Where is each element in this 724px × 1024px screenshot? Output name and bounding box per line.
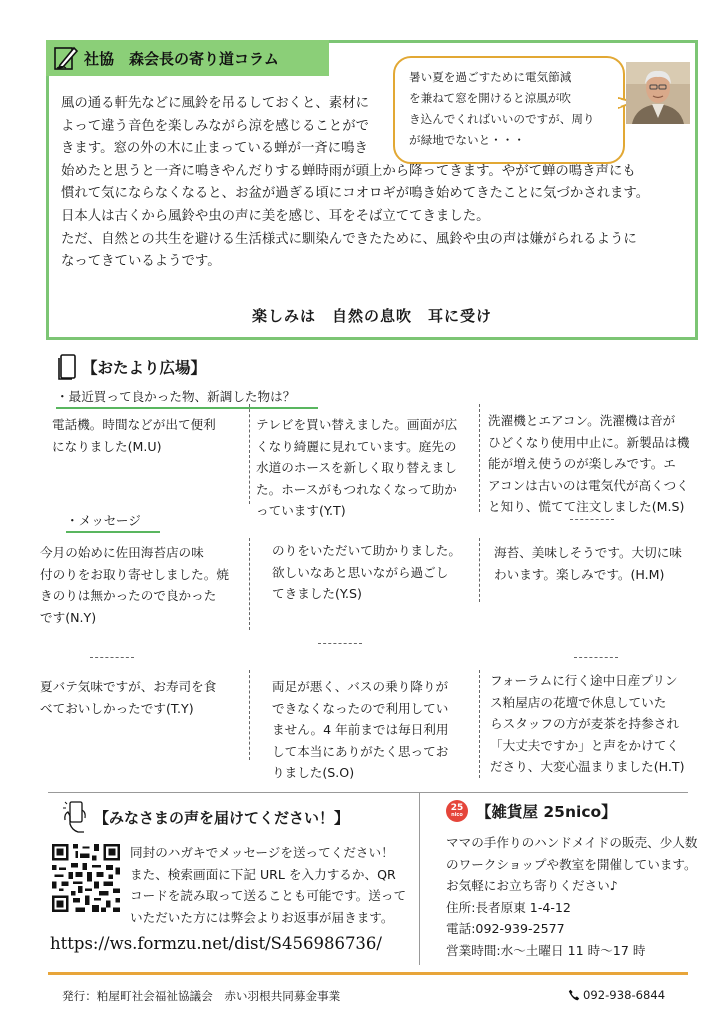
shop-logo-number: 25 [450, 803, 464, 813]
letter-item [272, 676, 478, 784]
letter-line: 付のりをお取り寄せしました。焼 [40, 566, 229, 582]
letter-line: 海苔、美味しそうです。大切に味 [494, 545, 682, 560]
column-divider [249, 670, 250, 760]
letter-item [52, 414, 248, 457]
letter-item [40, 676, 246, 719]
letter-item [494, 542, 714, 585]
letter-line: てきました(Y.S) [272, 586, 362, 602]
topic-recent-purchase: ・最近買って良かった物、新調した物は？ [56, 386, 318, 409]
voice-line: いただいた方には弊会よりお返事が届きます。 [130, 909, 394, 925]
letter-line: ださり、大変心温まりました(H.T) [490, 759, 685, 775]
letter-line: りました(S.O) [272, 765, 355, 781]
letter-line: です(N.Y) [40, 609, 97, 625]
smartphone-icon [58, 354, 76, 380]
footer-contact [568, 988, 665, 1002]
voice-instructions [130, 842, 412, 928]
speech-bubble [393, 56, 625, 164]
letter-line: できなくなったので利用してい [272, 700, 449, 716]
letter-line: テレビを買い替えました。画面が広 [256, 417, 458, 432]
shop-logo [446, 800, 468, 822]
letter-line: っています(Y.T) [256, 503, 346, 519]
letter-line: 今月の始めに佐田海苔店の味 [40, 545, 204, 560]
section-divider [48, 792, 688, 793]
column-line: 慣れて気にならなくなると、お盆が過ぎる頃にコオロギが鳴き始めてきたことに気づかされます。 [61, 186, 650, 202]
column-divider [479, 404, 480, 512]
column-divider [479, 538, 480, 602]
letter-line: 洗濯機とエアコン。洗濯機は音が [488, 413, 676, 428]
shop-logo-text: nico [451, 812, 463, 818]
voice-heading [62, 800, 349, 834]
hand-holding-phone-icon [62, 800, 88, 834]
letter-item [490, 670, 716, 778]
letter-line: 夏バテ気味ですが、お寿司を食 [40, 679, 217, 694]
topic-message: ・メッセージ [66, 510, 160, 533]
form-url-link[interactable]: https://ws.formzu.net/dist/S456986736/ [50, 934, 382, 953]
letter-line: きのりは無かったので良かった [40, 588, 217, 604]
bubble-line: を兼ねて窓を開けると涼風が吹 [409, 91, 572, 105]
footer-phone-number: 092-938-6844 [583, 988, 666, 1002]
item-separator [574, 657, 618, 658]
shop-heading [446, 800, 617, 822]
voice-line: また、検索画面に下記 URL を入力するか、QR [130, 866, 396, 882]
shop-title: 【雑貨屋 25nico】 [476, 803, 617, 821]
shop-line: ママの手作りのハンドメイドの販売、少人数 [446, 835, 698, 850]
item-separator [90, 657, 134, 658]
qr-code[interactable] [52, 844, 120, 912]
bubble-line: き込んでくればいいのですが、周り [409, 112, 595, 126]
footer-rule [48, 972, 688, 975]
letter-line: くなり綺麗に見れています。庭先の [256, 438, 457, 454]
item-separator [318, 643, 362, 644]
letter-line: べておいしかったです(T.Y) [40, 700, 194, 716]
column-line: きます。窓の外の木に止まっている蝉が一斉に鳴き [61, 141, 368, 157]
pen-writing-icon [54, 45, 78, 71]
section-vertical-divider [419, 793, 420, 965]
column-line: 日本人は古くから風鈴や虫の声に美を感じ、耳をそば立ててきました。 [61, 208, 490, 224]
shop-phone: 電話:092-939-2577 [446, 921, 565, 937]
letter-item [272, 540, 472, 605]
letter-line: らスタッフの方が麦茶を持参され [490, 716, 679, 732]
shop-line: のワークショップや教室を開催しています。 [446, 856, 697, 872]
column-line: なってきているようです。 [61, 254, 221, 270]
letter-line: 「大丈夫ですか」と声をかけてく [490, 737, 679, 753]
letter-line: 両足が悪く、バスの乗り降りが [272, 679, 449, 694]
letter-line: のりをいただいて助かりました。 [272, 543, 461, 558]
letter-line: 能が増え使うのが楽しみです。エ [488, 456, 676, 472]
letter-line: 欲しいなあと思いながら過ごし [272, 564, 449, 580]
column-line: ただ、自然との共生を避ける生活様式に馴染んできたために、風鈴や虫の声は嫌がられるように [61, 231, 637, 247]
shop-line: お気軽にお立ち寄りください♪ [446, 878, 618, 894]
column-line: よって違う音色を楽しみながら涼を感じることがで [61, 118, 369, 134]
bubble-line: が緑地でないと・・・ [409, 133, 525, 147]
column-divider [479, 670, 480, 778]
letter-line: フォーラムに行く途中日産プリン [490, 673, 678, 688]
column-line: 風の通る軒先などに風鈴を吊るしておくと、素材に [61, 96, 369, 111]
chairman-portrait [626, 62, 690, 124]
letter-item [488, 410, 716, 518]
bubble-line: 暑い夏を過ごすために電気節減 [409, 70, 572, 84]
shop-address: 住所:長者原東 1-4-12 [446, 899, 571, 915]
letter-item [40, 542, 246, 628]
letter-line: 水道のホースを新しく取り替えまし [256, 460, 457, 476]
item-separator [570, 519, 614, 520]
column-title: 社協 森会長の寄り道コラム [84, 49, 279, 68]
letter-line: ひどくなり使用中止に。新製品は機 [488, 434, 690, 450]
letter-line: ません。4 年前までは毎日利用 [272, 722, 449, 738]
column-line: 始めたと思うと一斉に鳴きやんだりする蝉時雨が頭上から降ってきます。やがて蝉の鳴き声にも [61, 163, 636, 179]
footer-publisher: 発行：粕屋町社会福祉協議会 赤い羽根共同募金事業 [62, 989, 341, 1003]
letter-line: ス粕屋店の花壇で休息していた [490, 694, 667, 710]
letter-line: た。ホースがもつれなくなって助か [256, 481, 457, 497]
voice-title: 【みなさまの声を届けてください！】 [94, 808, 350, 827]
column-motto: 楽しみは 自然の息吹 耳に受け [251, 307, 492, 325]
voice-line: コードを読み取って送ることも可能です。送って [130, 888, 407, 904]
letter-line: して本当にありがたく思ってお [272, 743, 449, 759]
phone-icon [568, 989, 580, 1001]
letter-line: 電話機。時間などが出て便利 [52, 417, 216, 432]
letter-line: アコンは古いのは電気代が高くつく [488, 477, 689, 493]
shop-info [446, 832, 716, 962]
column-divider [249, 404, 250, 504]
letter-line: わいます。楽しみです。(H.M) [494, 566, 665, 582]
letter-line: になりました(M.U) [52, 438, 162, 454]
shop-hours: 営業時間:水～土曜日 11 時～17 時 [446, 942, 646, 958]
letter-line: と知り、慌てて注文しました(M.S) [488, 499, 685, 515]
voice-line: 同封のハガキでメッセージを送ってください！ [130, 845, 394, 860]
letter-item [256, 414, 478, 522]
otayori-title: 【おたより広場】 [82, 359, 207, 377]
column-divider [249, 538, 250, 630]
column-title-bar [46, 40, 329, 76]
otayori-heading [58, 354, 206, 380]
